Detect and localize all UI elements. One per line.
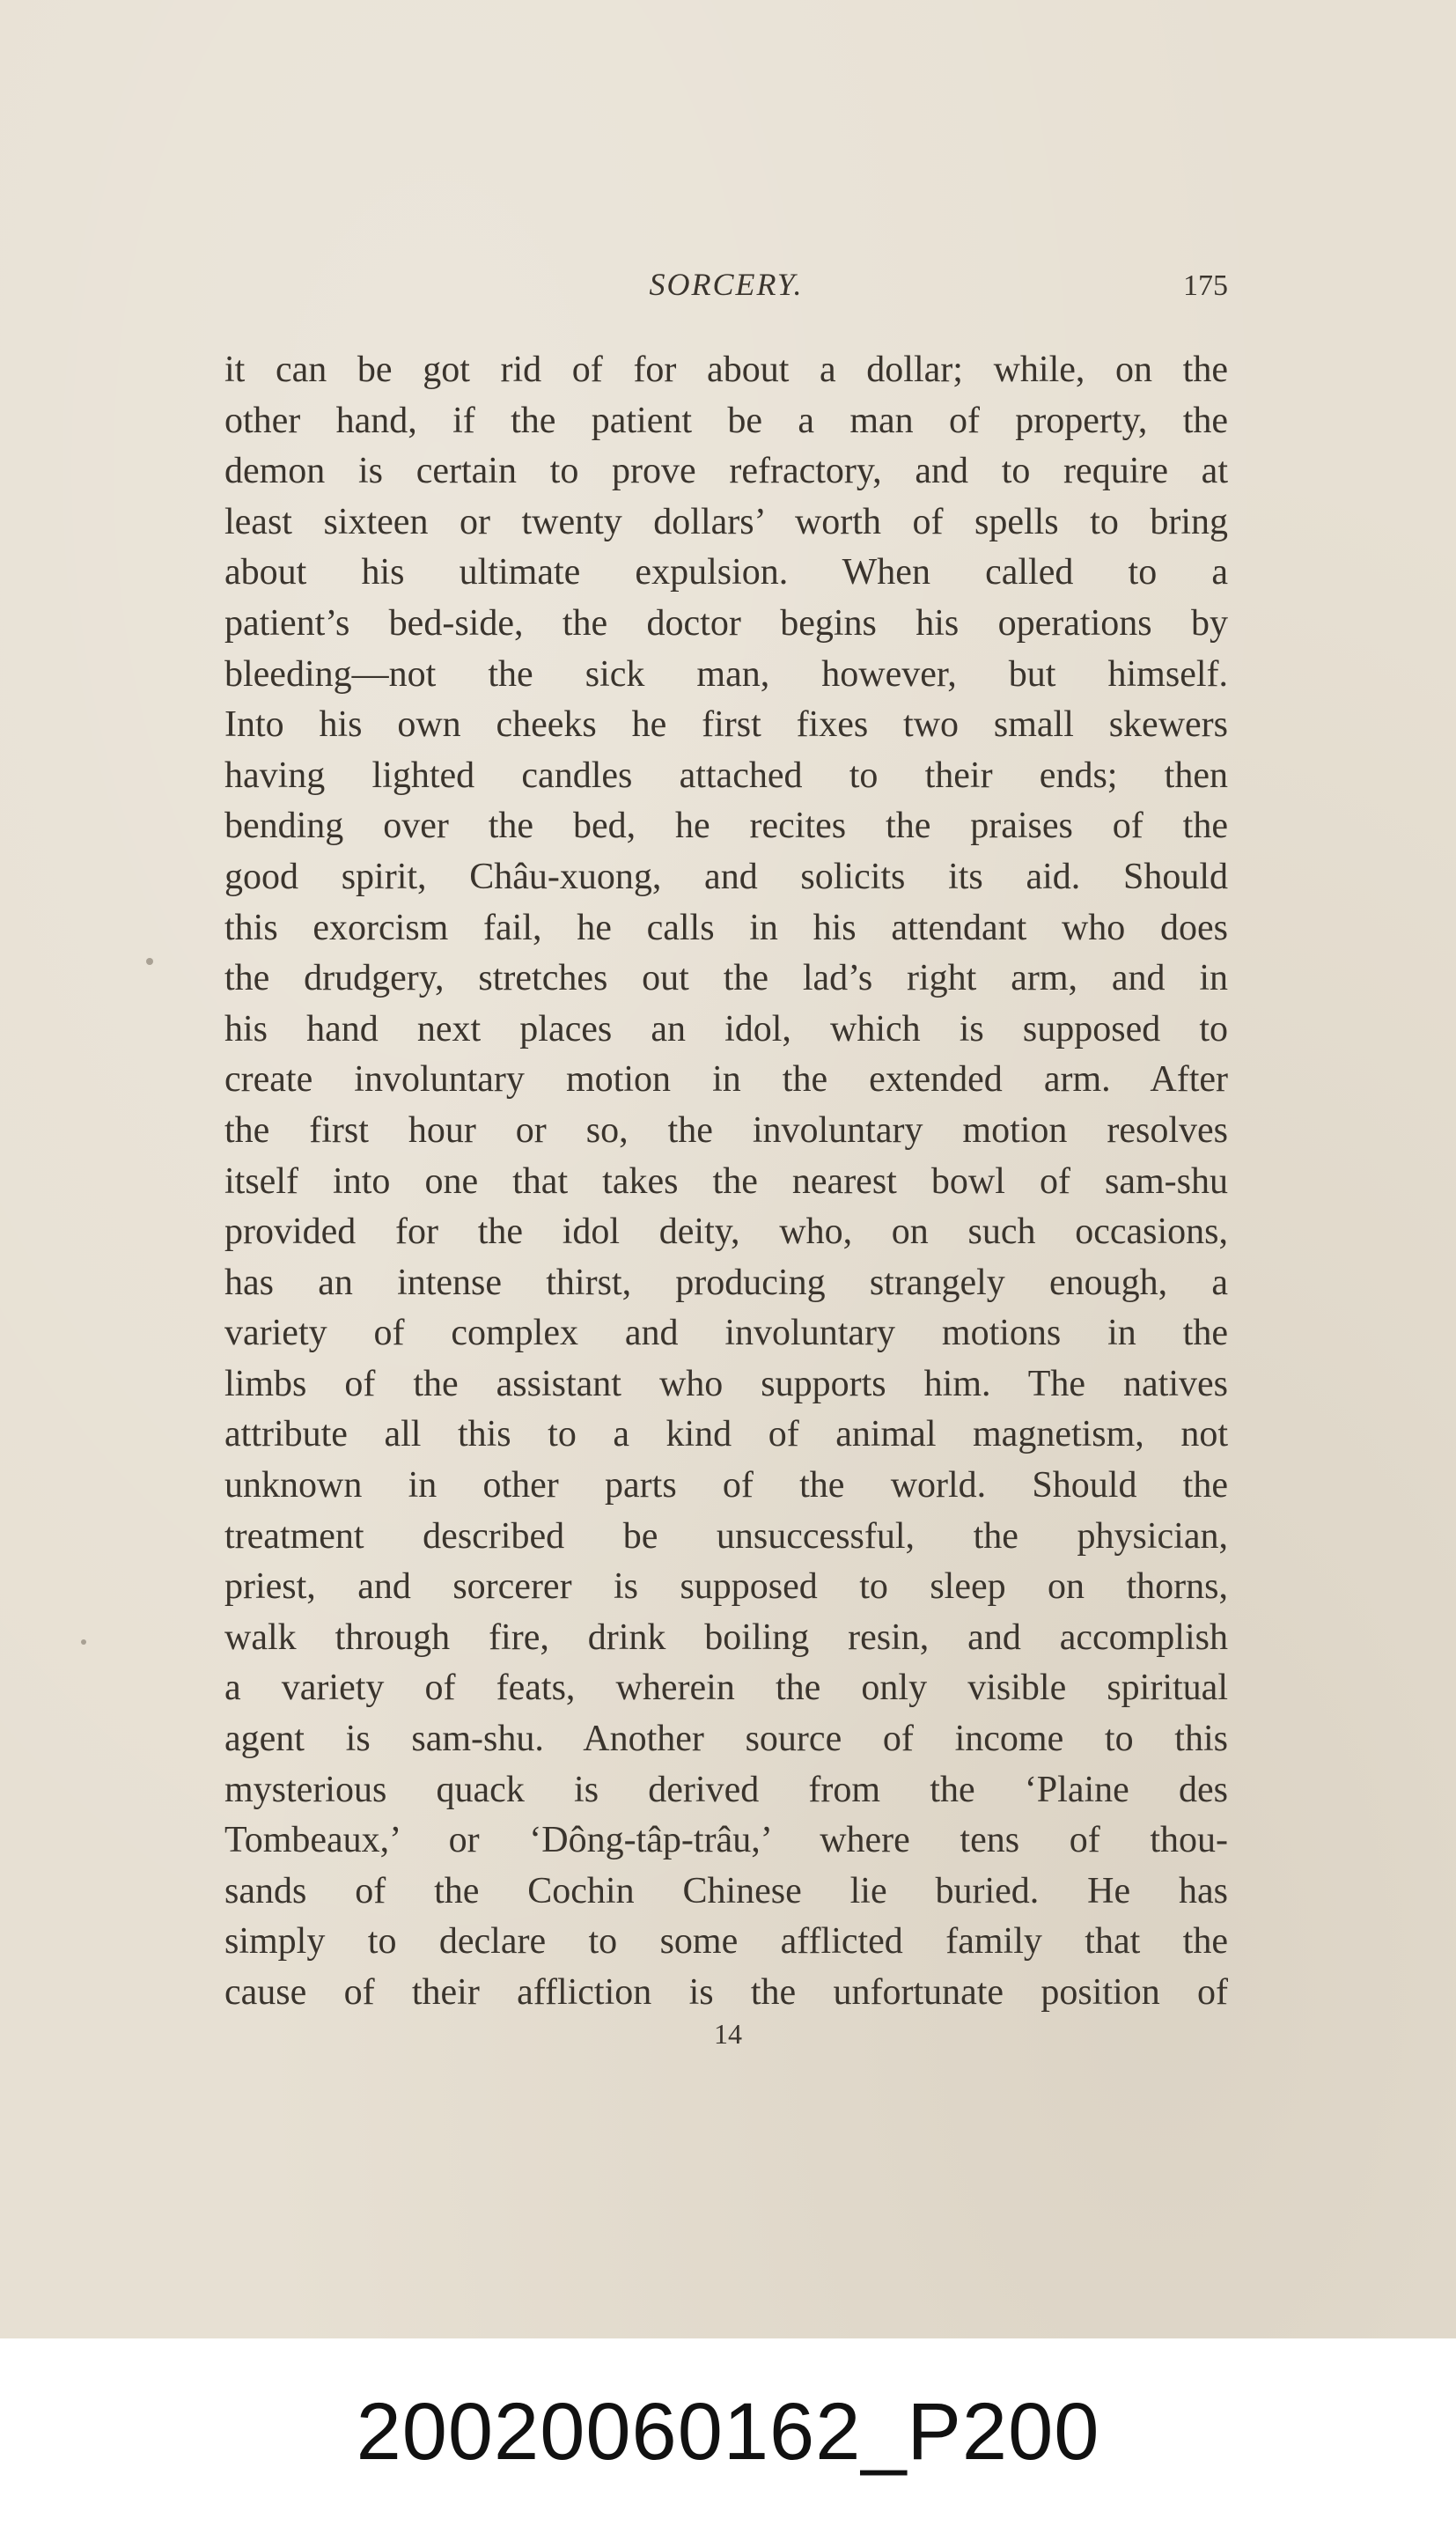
text-line: Tombeaux,’ or ‘Dông-tâp-trâu,’ where tens of thou-	[224, 1820, 1228, 1861]
text-line: demon is certain to prove refractory, and to require at	[224, 451, 1228, 492]
text-line: other hand, if the patient be a man of property, the	[224, 400, 1228, 441]
text-line: agent is sam-shu. Another source of income to this	[224, 1719, 1228, 1760]
page-number: 175	[1183, 269, 1228, 302]
text-line: create involuntary motion in the extended arm. After	[224, 1059, 1228, 1101]
paper-speck	[81, 1639, 86, 1645]
text-line: it can be got rid of for about a dollar; while, on the	[224, 350, 1228, 390]
text-line: unknown in other parts of the world. Should the	[224, 1465, 1228, 1506]
text-line: the drudgery, stretches out the lad’s right arm, and in	[224, 958, 1228, 999]
text-line: bleeding—not the sick man, however, but himself.	[224, 653, 1228, 695]
text-line: priest, and sorcerer is supposed to sleep on thorns,	[224, 1566, 1228, 1608]
running-title: SORCERY.	[649, 267, 804, 302]
body-text	[224, 345, 1228, 2019]
text-line: good spirit, Châu-xuong, and solicits its aid. Should	[224, 856, 1228, 897]
text-line: bending over the bed, he recites the praises of the	[224, 806, 1228, 847]
text-line: Into his own cheeks he first fixes two small skewers	[224, 704, 1228, 746]
text-line: a variety of feats, wherein the only visible spiritual	[224, 1668, 1228, 1709]
text-line: this exorcism fail, he calls in his attendant who does	[224, 907, 1228, 948]
text-line: treatment described be unsuccessful, the physician,	[224, 1515, 1228, 1557]
text-line: itself into one that takes the nearest bowl of sam-shu	[224, 1160, 1228, 1202]
text-line: his hand next places an idol, which is supposed to	[224, 1008, 1228, 1049]
text-line: the first hour or so, the involuntary motion resolves	[224, 1109, 1228, 1151]
signature-mark: 14	[714, 2018, 742, 2050]
scan-id-label: 20020060162_P200	[356, 2387, 1100, 2477]
text-line: has an intense thirst, producing strangely enough, a	[224, 1262, 1228, 1303]
text-line: patient’s bed-side, the doctor begins his operations by	[224, 602, 1228, 644]
text-line: having lighted candles attached to their ends; then	[224, 755, 1228, 796]
text-line: simply to declare to some afflicted family that the	[224, 1921, 1228, 1963]
paper-speck	[146, 958, 153, 965]
text-line: walk through fire, drink boiling resin, and accomplish	[224, 1616, 1228, 1658]
text-line: about his ultimate expulsion. When called to a	[224, 552, 1228, 593]
running-head	[224, 266, 1228, 310]
text-line: mysterious quack is derived from the ‘Plaine des	[224, 1769, 1228, 1810]
text-line: sands of the Cochin Chinese lie buried. He has	[224, 1870, 1228, 1911]
text-line: cause of their affliction is the unfortunate position of	[224, 1972, 1228, 2013]
text-line: limbs of the assistant who supports him. The natives	[224, 1363, 1228, 1404]
text-line: least sixteen or twenty dollars’ worth of spells to bring	[224, 501, 1228, 542]
text-line: attribute all this to a kind of animal magnetism, not	[224, 1414, 1228, 1455]
text-line: variety of complex and involuntary motions in the	[224, 1313, 1228, 1354]
text-line: provided for the idol deity, who, on such occasions,	[224, 1211, 1228, 1253]
